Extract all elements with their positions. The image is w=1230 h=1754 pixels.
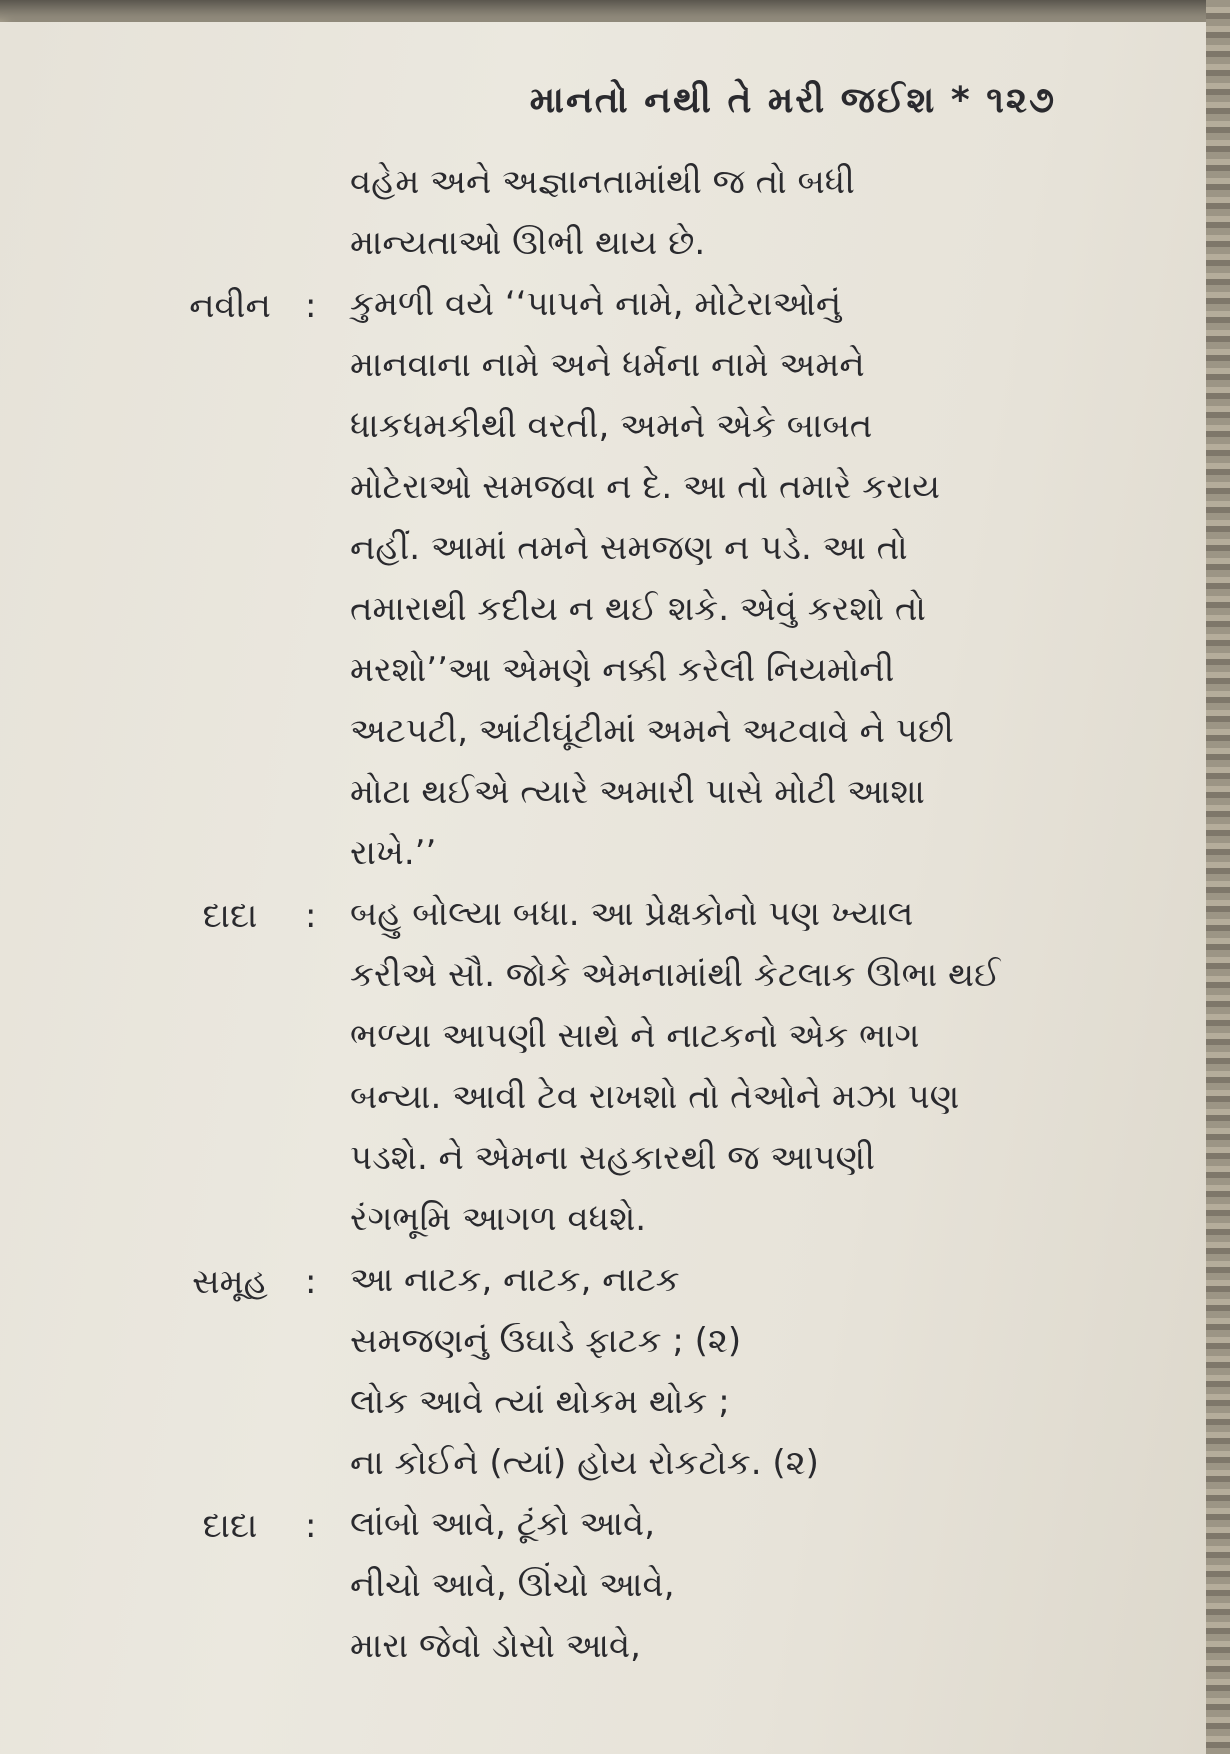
dialogue-line: આ નાટક, નાટક, નાટક — [350, 1260, 680, 1300]
speaker-name: દાદા — [202, 896, 258, 936]
speaker-colon: : — [305, 1506, 317, 1546]
dialogue-line: વહેમ અને અજ્ઞાનતામાંથી જ તો બધી — [350, 162, 855, 202]
dialogue-line: કરીએ સૌ. જોકે એમનામાંથી કેટલાક ઊભા થઈ — [350, 955, 1001, 995]
speaker-name: દાદા — [202, 1506, 258, 1546]
running-header: માનતો નથી તે મરી જઈશ * ૧૨૭ — [529, 80, 1056, 121]
dialogue-line: રંગભૂમિ આગળ વધશે. — [350, 1199, 647, 1239]
dialogue-line: અટપટી, આંટીઘૂંટીમાં અમને અટવાવે ને પછી — [350, 711, 954, 751]
dialogue-line: લાંબો આવે, ટૂંકો આવે, — [350, 1504, 656, 1544]
dialogue-line: સમજણનું ઉઘાડે ફાટક ; (૨) — [350, 1321, 742, 1361]
dialogue-text — [350, 1250, 1050, 1494]
dialogue-line: રાખે.’’ — [350, 833, 437, 873]
book-page — [0, 22, 1206, 1754]
dialogue-line: નહીં. આમાં તમને સમજણ ન પડે. આ તો — [350, 528, 908, 568]
dialogue-line: તમારાથી કદીય ન થઈ શકે. એવું કરશો તો — [350, 589, 926, 629]
dialogue-line: મરશો’’આ એમણે નક્કી કરેલી નિયમોની — [350, 650, 895, 690]
dialogue-line: લોક આવે ત્યાં થોકમ થોક ; — [350, 1382, 730, 1422]
dialogue-text — [350, 274, 1050, 884]
speaker-colon: : — [305, 896, 317, 936]
dialogue-line: નીચો આવે, ઊંચો આવે, — [350, 1565, 675, 1605]
dialogue-line: મારા જેવો ડોસો આવે, — [350, 1626, 641, 1666]
dialogue-line: માનવાના નામે અને ધર્મના નામે અમને — [350, 345, 865, 385]
dialogue-line: મોટેરાઓ સમજવા ન દે. આ તો તમારે કરાય — [350, 467, 940, 507]
speaker-colon: : — [305, 1262, 317, 1302]
dialogue-line: બહુ બોલ્યા બધા. આ પ્રેક્ષકોનો પણ ખ્યાલ — [350, 894, 914, 934]
dialogue-line: કુમળી વયે ‘‘પાપને નામે, મોટેરાઓનું — [350, 284, 842, 324]
speaker-name: સમૂહ — [192, 1262, 268, 1302]
speaker-colon: : — [305, 286, 317, 326]
dialogue-line: ભળ્યા આપણી સાથે ને નાટકનો એક ભાગ — [350, 1016, 920, 1056]
dialogue-line: માન્યતાઓ ઊભી થાય છે. — [350, 223, 706, 263]
dialogue-line: પડશે. ને એમના સહકારથી જ આપણી — [350, 1138, 875, 1178]
dialogue-line: મોટા થઈએ ત્યારે અમારી પાસે મોટી આશા — [350, 772, 925, 812]
dialogue-line: ધાકધમકીથી વરતી, અમને એકે બાબત — [350, 406, 873, 446]
stone-background-edge — [1206, 0, 1230, 1754]
scan-top-edge — [0, 0, 1230, 22]
dialogue-text — [350, 1494, 1050, 1677]
dialogue-line: ના કોઈને (ત્યાં) હોય રોકટોક. (૨) — [350, 1443, 819, 1483]
dialogue-text — [350, 152, 1050, 274]
dialogue-line: બન્યા. આવી ટેવ રાખશો તો તેઓને મઝા પણ — [350, 1077, 960, 1117]
speaker-name: નવીન — [189, 286, 271, 326]
dialogue-text — [350, 884, 1050, 1250]
